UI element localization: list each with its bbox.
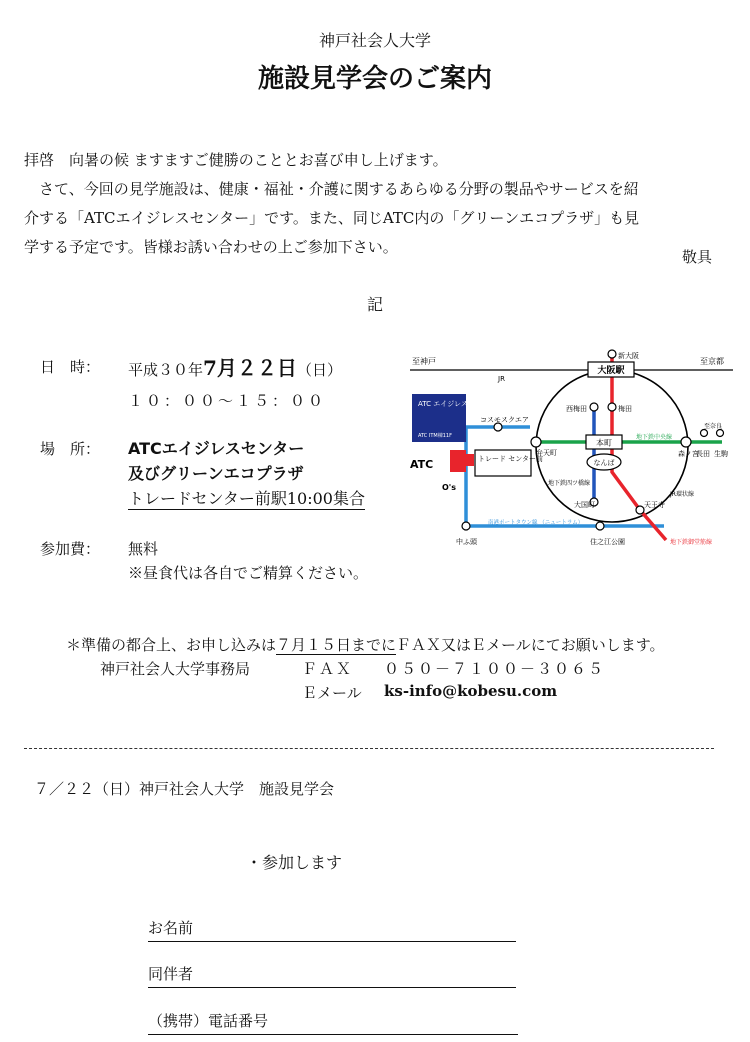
note-deadline: ７月１５日までに [276,636,397,654]
paragraph-line-3: 学する予定です。皆様お誘い合わせの上ご参加下さい。 [24,238,398,256]
date-suffix: （日） [296,361,342,379]
phone-label: （携帯）電話番号 [148,1012,269,1030]
paragraph-line-1: さて、今回の見学施設は、健康・福祉・介護に関するあらゆる分野の製品やサービスを紹 [24,180,639,198]
organization-name: 神戸社会人大学 [318,31,431,50]
form-header: ７／２２（日）神戸社会人大学 施設見学会 [34,780,335,798]
station-umeda [608,403,616,411]
station-nishi-umeda [590,403,598,411]
fee-label: 参加費： [40,540,101,558]
place-line-2: 及びグリーンエコプラザ [128,464,304,483]
chuo-line-label: 地下鉄中央線 [636,434,673,441]
email-address: ks-info@kobesu.com [384,682,558,700]
station-tennoji [636,506,644,514]
station-nakafuto [462,522,470,530]
paragraph-line-2: 介する「ATCエイジレスセンター」です。また、同じATC内の「グリーンエコプラザ」も見 [24,209,640,227]
date-value [128,352,342,381]
atc-building-annex [466,454,474,466]
date-label: 日 時： [40,358,101,376]
fee-note: ※昼食代は各自でご精算ください。 [128,564,369,582]
os-label: O's [442,483,457,492]
to-kyoto-label: 至京都 [700,357,724,366]
to-nara-label: 至奈良 [704,423,723,430]
place-line-1: ATCエイジレスセンター [128,439,305,458]
letter-body [24,146,724,262]
station-ikoma [717,430,724,437]
station-nagata [701,430,708,437]
nishi-umeda-label: 西梅田 [566,405,587,413]
companion-label: 同伴者 [148,965,194,983]
date-prefix: 平成３０年 [128,361,204,379]
greeting: 拝啓 向暑の候 ますますご健勝のこととお喜び申し上げます。 [24,151,448,169]
station-bentencho [531,437,541,447]
trade-center-label: トレード センター前 [478,455,543,463]
nagata-label: 長田 [696,450,710,458]
ikoma-label: 生駒 [714,450,728,458]
midosuji-label: 地下鉄御堂筋線 [670,539,713,546]
note-suffix: ＦＡＸ又はＥメールにてお願いします。 [396,636,665,654]
atc-label: ATC [410,458,434,471]
date-main: 7月２２日 [203,356,297,380]
place-line-3: トレードセンター前駅10:00集合 [128,486,365,510]
atc-box-label [418,399,498,408]
fee-value: 無料 [128,540,159,558]
name-label: お名前 [148,919,194,937]
namba-label: なんば [593,459,615,467]
station-cosmo [494,423,502,431]
phone-field[interactable] [148,1010,518,1035]
page-title: 施設見学会のご案内 [257,64,492,94]
shin-osaka-label: 新大阪 [618,352,639,360]
companion-field[interactable] [148,963,516,988]
jr-loop-label: JR環状線 [670,491,694,498]
yotsubashi-label: 地下鉄四ツ橋線 [548,480,591,487]
note-prefix: ＊準備の都合上、お申し込みは [66,636,277,654]
trade-center-box [475,450,531,476]
ki-heading: 記 [366,295,383,314]
fax-number: ０５０－７１００－３０６５ [384,660,606,678]
station-shin-osaka [608,350,616,358]
atc-building [450,450,466,472]
umeda-label: 梅田 [618,405,632,413]
atc-box-text: ATC エイジレス センター [418,400,498,408]
name-field[interactable] [148,917,516,942]
cosmo-label: コスモスクエア [480,416,529,424]
closing: 敬具 [681,248,712,266]
deadline-note [66,634,665,655]
jr-label: JR [498,375,505,383]
honmachi-label: 本町 [596,438,612,448]
nakafuto-label: 中ふ頭 [456,538,477,546]
fax-label: ＦＡＸ [302,660,354,678]
atc-itm-label: ATC ITM棟11F [418,433,452,439]
morinomiya-label: 森ノ宮 [678,450,699,458]
daikokucho-label: 大国町 [574,501,595,509]
cut-line [24,748,714,749]
email-label: Ｅメール [302,684,362,702]
place-label: 場 所： [40,440,101,458]
office-name: 神戸社会人大学事務局 [100,660,251,678]
attend-option: ・参加します [246,853,343,872]
route-map [408,344,733,556]
newtram-label: 南港ポートタウン線 （ニュートラム） [488,520,584,526]
suminoe-label: 住之江公園 [590,538,625,546]
bentencho-label: 弁天町 [536,449,557,457]
osaka-station-label: 大阪駅 [597,366,625,376]
time-value: １０：００～１５：００ [128,392,327,410]
station-morinomiya [681,437,691,447]
tennoji-label: 天王寺 [644,501,665,509]
to-kobe-label: 至神戸 [412,357,436,366]
station-suminoe [596,522,604,530]
